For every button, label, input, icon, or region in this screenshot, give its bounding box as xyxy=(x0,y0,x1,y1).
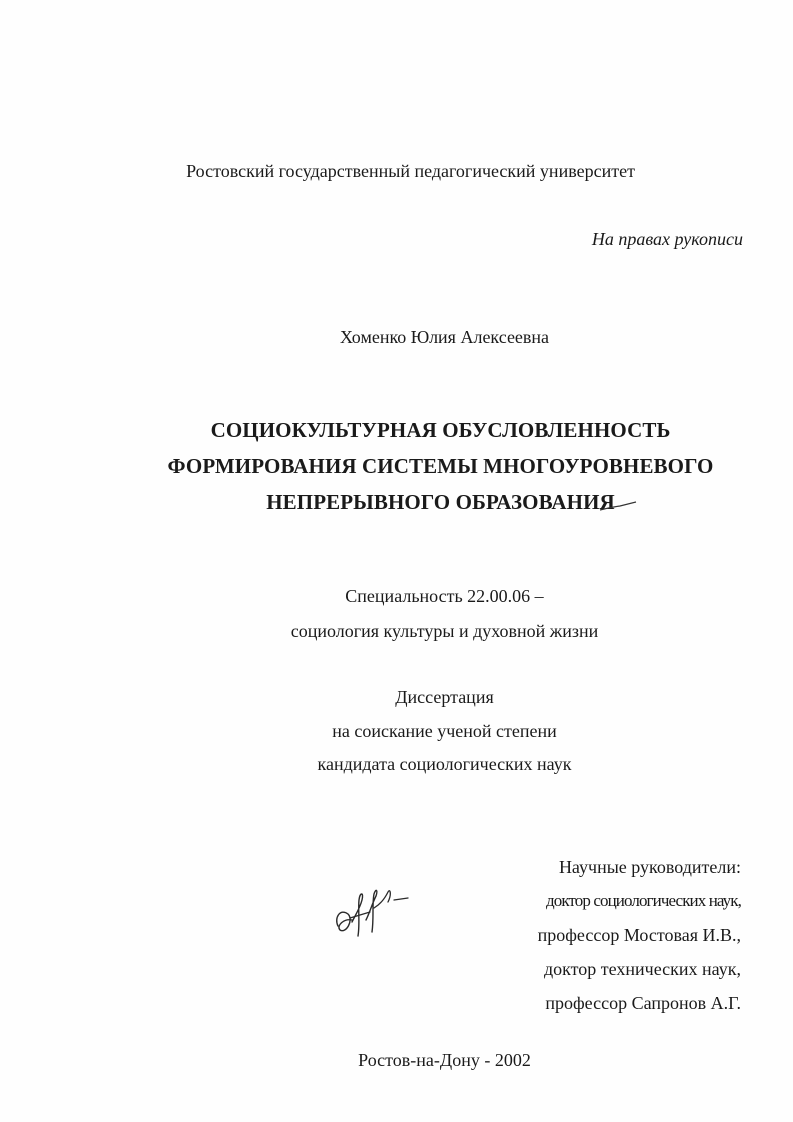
supervisor-2-name: профессор Сапронов А.Г. xyxy=(545,993,741,1013)
supervisor-1-degree: доктор социологических наук, xyxy=(546,891,741,910)
supervisor-1-name: профессор Мостовая И.В., xyxy=(537,925,741,945)
dissertation-title xyxy=(0,412,793,520)
title-line-2: ФОРМИРОВАНИЯ СИСТЕМЫ МНОГОУРОВНЕВОГО xyxy=(167,454,714,478)
city-year: Ростов-на-Дону - 2002 xyxy=(358,1050,531,1070)
specialty-line-2: социология культуры и духовной жизни xyxy=(290,621,599,641)
dissertation-line-1: Диссертация xyxy=(395,687,494,707)
supervisors-block xyxy=(501,850,741,1020)
handwritten-stroke-mark xyxy=(598,498,638,518)
university-name: Ростовский государственный педагогический университет xyxy=(186,161,635,181)
supervisor-2-degree: доктор технических наук, xyxy=(544,959,741,979)
rights-note: На правах рукописи xyxy=(591,229,743,249)
title-line-3: НЕПРЕРЫВНОГО ОБРАЗОВАНИЯ xyxy=(266,490,615,514)
supervisors-heading: Научные руководители: xyxy=(558,857,741,877)
specialty-line-1: Специальность 22.00.06 – xyxy=(345,586,544,606)
title-line-1: СОЦИОКУЛЬТУРНАЯ ОБУСЛОВЛЕННОСТЬ xyxy=(210,418,671,442)
dissertation-line-2: на соискание ученой степени xyxy=(332,721,557,741)
dissertation-line-3: кандидата социологических наук xyxy=(317,754,572,774)
author-name: Хоменко Юлия Алексеевна xyxy=(339,327,550,347)
handwritten-signature xyxy=(330,878,430,948)
